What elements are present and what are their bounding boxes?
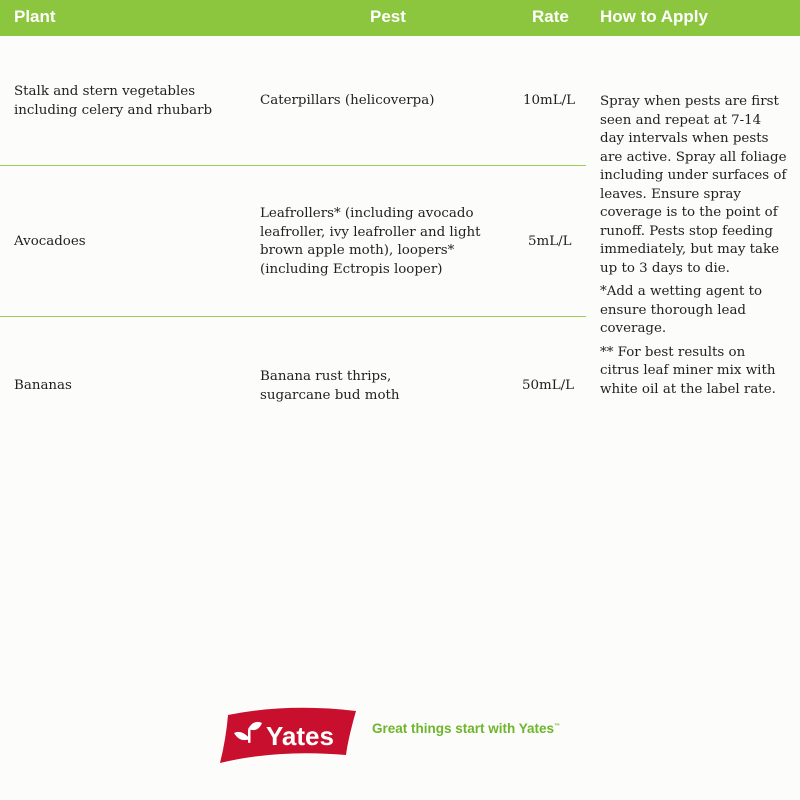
row2-plant: Avocadoes: [14, 234, 86, 249]
how-to-apply-text: [600, 93, 788, 404]
header-pest: Pest: [370, 7, 406, 26]
row3-plant: Bananas: [14, 378, 72, 393]
row3-rate: 50mL/L: [522, 378, 575, 393]
tagline: [372, 721, 560, 736]
how-to-apply-main: Spray when pests are first seen and repeat at 7-14 day intervals when pests are active. Spray all foliage including under surfaces of leaves. Ensure spray coverage is to the point of runoff. Pests stop feeding immediately, but may take up to 3 days to die.: [600, 94, 787, 276]
row3-pest: Banana rust thrips, sugarcane bud moth: [260, 369, 400, 403]
row-divider: [0, 316, 586, 317]
tagline-text: Great things start with Yates: [372, 721, 555, 736]
header-rate: Rate: [532, 7, 569, 26]
how-to-apply-note-citrus: ** For best results on citrus leaf miner mix with white oil at the label rate.: [600, 344, 776, 397]
row1-pest: Caterpillars (helicoverpa): [260, 93, 435, 108]
how-to-apply-note-wetting: *Add a wetting agent to ensure thorough lead coverage.: [600, 284, 763, 336]
row-divider: [0, 165, 586, 166]
yates-logo-badge: [218, 705, 368, 767]
trademark-symbol: ™: [554, 723, 561, 730]
row2-rate: 5mL/L: [528, 234, 572, 249]
row1-rate: 10mL/L: [523, 93, 576, 108]
logo-text: Yates: [266, 721, 334, 751]
header-how-to-apply: How to Apply: [600, 7, 708, 26]
row1-plant: Stalk and stern vegetables including celery and rhubarb: [14, 84, 213, 118]
table-header: [0, 0, 800, 36]
row2-pest: Leafrollers* (including avocado leafroller, ivy leafroller and light brown apple moth), loopers* (including Ectropis looper): [260, 206, 481, 277]
header-plant: Plant: [14, 7, 56, 26]
